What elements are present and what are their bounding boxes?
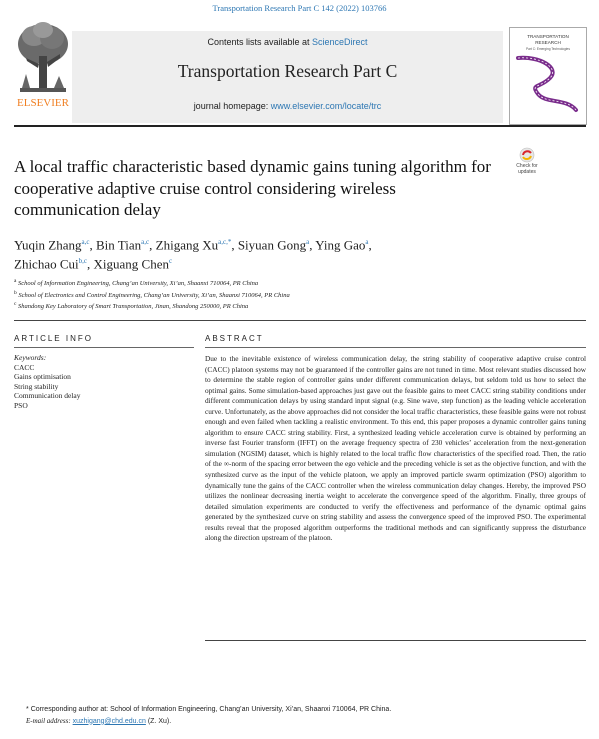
affiliation-text: Shandong Key Laboratory of Smart Transportation, Jinan, Shandong 250000, PR China bbox=[18, 303, 249, 311]
author-separator: , bbox=[309, 237, 316, 253]
affiliation-mark: b bbox=[14, 289, 17, 296]
author-separator: , bbox=[89, 237, 96, 253]
keywords-label: Keywords: bbox=[14, 353, 47, 362]
corresponding-author-text: Corresponding author at: School of Information Engineering, Chang’an University, Xi’an, Shaanxi 710064, PR China. bbox=[30, 706, 392, 713]
author-name[interactable]: Siyuan Gong bbox=[237, 237, 307, 253]
journal-title[interactable]: Transportation Research Part C bbox=[177, 61, 398, 81]
journal-homepage-line bbox=[72, 101, 503, 111]
author-separator: , bbox=[149, 237, 156, 253]
email-link[interactable]: xuzhigang@chd.edu.cn bbox=[72, 717, 146, 725]
author-name[interactable]: Zhigang Xu bbox=[155, 237, 219, 253]
header-rule bbox=[14, 125, 586, 127]
author-separator: , bbox=[87, 256, 94, 272]
svg-text:Part C: Emerging Technologies: Part C: Emerging Technologies bbox=[526, 47, 570, 51]
contents-prefix: Contents lists available at bbox=[207, 37, 313, 47]
author-name[interactable]: Yuqin Zhang bbox=[14, 237, 82, 253]
affiliation-text: School of Information Engineering, Chang’an University, Xi’an, Shaanxi 710064, PR China bbox=[18, 280, 259, 288]
keyword-item: Gains optimisation bbox=[14, 372, 71, 381]
keyword-item: String stability bbox=[14, 381, 59, 391]
author-affiliation-mark[interactable]: c bbox=[168, 257, 173, 266]
affiliation-item bbox=[14, 289, 574, 301]
author-affiliation-mark[interactable]: a,c bbox=[81, 238, 90, 246]
author-affiliation-mark[interactable]: a bbox=[306, 238, 310, 246]
svg-text:RESEARCH: RESEARCH bbox=[535, 40, 561, 45]
author-affiliation-mark[interactable]: a bbox=[365, 238, 369, 246]
corresponding-mark: * bbox=[26, 706, 29, 713]
author-affiliation-mark[interactable]: a,c bbox=[141, 238, 150, 246]
sciencedirect-link[interactable]: ScienceDirect bbox=[312, 37, 368, 47]
keyword-list bbox=[14, 363, 80, 411]
article-info-heading: ARTICLE INFO bbox=[14, 334, 93, 343]
check-for-updates-label: Check for updates bbox=[516, 163, 538, 175]
author-affiliation-mark[interactable]: b,c bbox=[78, 257, 87, 266]
affiliation-mark: a bbox=[14, 278, 17, 284]
author-name[interactable]: Zhichao Cui bbox=[14, 256, 79, 272]
affiliations bbox=[14, 277, 574, 312]
contents-line bbox=[72, 37, 503, 47]
homepage-prefix: journal homepage: bbox=[193, 101, 271, 111]
keyword-item: CACC bbox=[14, 362, 35, 372]
svg-text:ELSEVIER: ELSEVIER bbox=[17, 97, 69, 109]
elsevier-tree-icon bbox=[14, 14, 72, 114]
abstract-heading: ABSTRACT bbox=[205, 334, 264, 343]
keyword-item: PSO bbox=[14, 400, 28, 410]
keyword-item: Communication delay bbox=[14, 391, 81, 400]
corresponding-author-note bbox=[26, 705, 586, 716]
author-name[interactable]: Ying Gao bbox=[315, 237, 366, 253]
author-name[interactable]: Xiguang Chen bbox=[93, 256, 169, 272]
journal-cover-image bbox=[510, 28, 586, 124]
section-divider bbox=[14, 320, 586, 321]
email-label: E-mail address: bbox=[26, 716, 71, 725]
affiliation-item bbox=[14, 300, 574, 312]
journal-reference[interactable]: Transportation Research Part C 142 (2022) 103766 bbox=[212, 3, 387, 13]
abstract-text: Due to the inevitable existence of wireless communication delay, the string stability of cooperative adaptive cruise control (CACC) platoon systems may not be guaranteed if the controller gains are not tuned in time. Most relevant studies discussed how to determine the stable region of controller gains under different communication delays, but seldom told us how to select the optimal gains. Some simulation-based approaches just gave out the feasible gains to meet CACC string stability conditions under different communication delays by using standard input signal (e.g. Sine wave, step function) as the leading vehicle acceleration curve. Unfortunately, as the above approaches did not consider the local traffic characteristics, these feasible gains were not robust enough and even failed when tackling a realistic environment. To this end, this paper proposes a dynamic controller gains tuning algorithm to ensure CACC string stability. First, a synthesized leading vehicle acceleration curve is obtained by performing an inverse fast Fourier transform (IFFT) on the average frequency spectra of 230 vehicles’ acceleration from the next-generation simulation (NGSIM) dataset, which is highly related to the local traffic flow characteristics of the specified road. Then, the ratio of the ∞-norm of the spacing error between the ego vehicle and the preceding vehicle is set as the objective function, and with the synthesized curve as the input of the vehicle platoon, we apply an improved particle swarm optimization (PSO) algorithm to dynamically tune the gains of the CACC controller when the wireless communication delay changes. Hereby, the improved PSO utilizes the nonlinear decreasing inertia weight to accelerate the convergence speed of the algorithm. Finally, three groups of detailed simulation experiments are conducted to verify the effectiveness and performance of the dynamic optimal gains generated by the synthesized curve on string stability and assess the convergence speed of the improved PSO. The experimental results reveal that the proposed algorithm outperforms the traditional methods and can significantly suppress the disturbance along the direction upstream of the platoon. bbox=[205, 354, 586, 543]
check-for-updates-button[interactable] bbox=[507, 146, 547, 176]
affiliation-item bbox=[14, 277, 574, 289]
affiliation-mark: c bbox=[14, 301, 17, 308]
article-title: A local traffic characteristic based dynamic gains tuning algorithm for cooperative adaptive cruise control considering wireless communication delay bbox=[14, 157, 491, 219]
abstract-rule bbox=[205, 347, 586, 348]
svg-text:TRANSPORTATION: TRANSPORTATION bbox=[527, 34, 569, 39]
article-info-rule bbox=[14, 347, 194, 348]
journal-cover[interactable] bbox=[509, 27, 587, 125]
elsevier-logo[interactable] bbox=[14, 14, 72, 114]
author-name[interactable]: Bin Tian bbox=[96, 237, 142, 253]
abstract-bottom-rule bbox=[205, 640, 586, 641]
author-list bbox=[14, 234, 574, 273]
author-affiliation-mark[interactable]: a,c,* bbox=[218, 238, 232, 246]
keywords-block bbox=[14, 353, 80, 410]
footnote bbox=[26, 705, 586, 727]
email-suffix: (Z. Xu). bbox=[145, 717, 172, 725]
author-separator: , bbox=[231, 237, 238, 253]
affiliation-text: School of Electronics and Control Engineering, Chang’an University, Xi’an, Shaanxi 710064, PR China bbox=[18, 291, 290, 299]
email-line bbox=[26, 716, 586, 728]
homepage-link[interactable]: www.elsevier.com/locate/trc bbox=[270, 101, 382, 111]
author-separator: , bbox=[368, 237, 372, 253]
